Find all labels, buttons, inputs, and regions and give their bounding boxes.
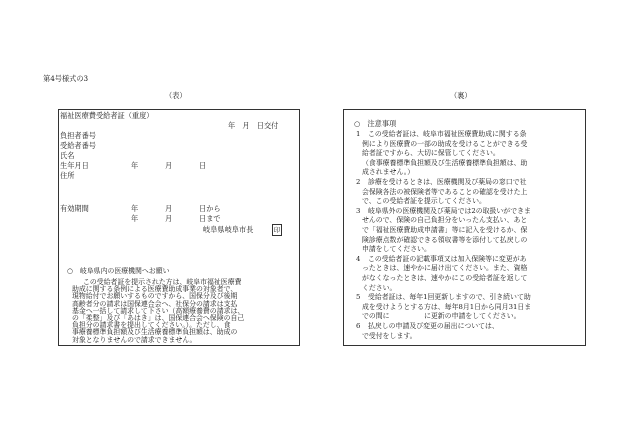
notice-line: この受給者証を提示された方は、岐阜市福祉医療費 xyxy=(83,278,242,286)
note-line: で「福祉医療費助成申請書」等に記入を受けるか、保 xyxy=(362,226,528,234)
note-line: この受給者証の記載事項又は加入保険等に変更があ xyxy=(368,254,527,263)
back-heading: ○ 注意事項 xyxy=(354,119,397,128)
name-label: 氏名 xyxy=(60,151,75,160)
note-line: 険診療点数が確認できる領収書等を添付して払戻しの xyxy=(362,235,528,244)
valid-from-month: 月 xyxy=(165,204,173,213)
birth-year: 年 xyxy=(131,161,139,170)
valid-to-year: 年 xyxy=(131,214,139,223)
note-line: 会保険各法の被保険者等であることの確認を受けた上 xyxy=(362,187,528,196)
notice-line: 負担分の請求書を提出してください。）。ただし、食 xyxy=(72,321,231,330)
official-seal: 印 xyxy=(273,226,281,234)
issuer-name: 岐阜県岐阜市長 xyxy=(203,225,254,234)
note-number: 1 xyxy=(356,130,361,138)
notice-heading: ○ 岐阜県内の医療機関へお願い xyxy=(67,267,170,275)
notice-line: の「柔整」及び「あはき」は、国保連合会へ保険の自己 xyxy=(72,314,245,322)
notice-line: 基金へ一括して請求して下さい（高額療養費の請求は、 xyxy=(72,306,245,315)
payer-number-label: 負担者番号 xyxy=(60,131,96,140)
note-line: で、この受給者証を提示してください。 xyxy=(362,197,486,206)
note-line: ください。 xyxy=(362,283,397,292)
recipient-number-label: 受給者番号 xyxy=(60,141,96,150)
notice-line: 助成に関する条例による医療費助成事業の対象者で、 xyxy=(72,285,238,294)
valid-to-month: 月 xyxy=(165,214,173,223)
address-label: 住所 xyxy=(60,171,75,180)
notice-line: 対象となりませんので請求できません。 xyxy=(72,335,197,344)
birth-date-label: 生年月日 xyxy=(60,161,89,170)
note-number: 5 xyxy=(356,293,361,302)
note-line: 申請をしてください。 xyxy=(362,245,431,254)
valid-from-year: 年 xyxy=(131,204,139,213)
card-title: 福祉医療費受給者証（重度） xyxy=(60,111,154,120)
note-number: 6 xyxy=(356,322,361,330)
note-line: がなくなったときは、速やかにこの受給者証を返して xyxy=(362,274,528,282)
note-line: 成を受けようとする方は、毎年8月1日から同月31日ま xyxy=(362,302,532,311)
notice-line: 現物給付でお願いするものですから、国保分及び後期 xyxy=(72,292,238,301)
birth-month: 月 xyxy=(165,161,173,170)
valid-from-day: 日から xyxy=(199,204,221,213)
birth-day: 日 xyxy=(199,161,207,170)
note-line: 岐阜県外の医療機関及び薬局では2の取扱いができま xyxy=(368,206,531,215)
note-line: で受付をします。 xyxy=(362,331,417,340)
form-number: 第4号様式の3 xyxy=(43,74,89,83)
note-line: 成されません。） xyxy=(362,168,415,177)
notice-line: 事療養標準負担額及び生活療養標準負担額は、助成の xyxy=(72,328,238,337)
note-number: 3 xyxy=(356,206,361,215)
back-side-label: （裏） xyxy=(450,91,472,100)
note-line: 受給者証は、毎年1回更新しますので、引き続いて助 xyxy=(368,293,531,302)
note-line: 診療を受けるときは、医療機関及び薬局の窓口で社 xyxy=(368,178,527,186)
notice-line: 高齢者分の請求は国保連合会へ、社保分の請求は支払 xyxy=(72,299,238,308)
issue-date: 年 月 日交付 xyxy=(228,121,279,130)
validity-label: 有効期間 xyxy=(60,204,89,213)
note-line: での間に に更新の申請をしてください。 xyxy=(362,312,521,321)
note-line: 例により医療費の一部の助成を受けることができる受 xyxy=(362,139,528,148)
note-line: 給者証ですから、大切に保管してください。 xyxy=(362,149,500,158)
note-line: この受給者証は、岐阜市福祉医療費助成に関する条 xyxy=(368,130,527,138)
note-line: （食事療養標準負担額及び生活療養標準負担額は、助 xyxy=(362,158,528,167)
valid-to-day: 日まで xyxy=(199,214,221,223)
front-side-label: （表） xyxy=(165,91,187,100)
note-line: せんので、保険の自己負担分をいったん支払い、あと xyxy=(362,216,528,225)
note-line: 払戻しの申請及び変更の届出については、 xyxy=(368,322,499,330)
note-line: ったときは、速やかに届け出てください。また、資格 xyxy=(362,264,528,273)
note-number: 4 xyxy=(356,254,361,263)
note-number: 2 xyxy=(356,178,361,186)
